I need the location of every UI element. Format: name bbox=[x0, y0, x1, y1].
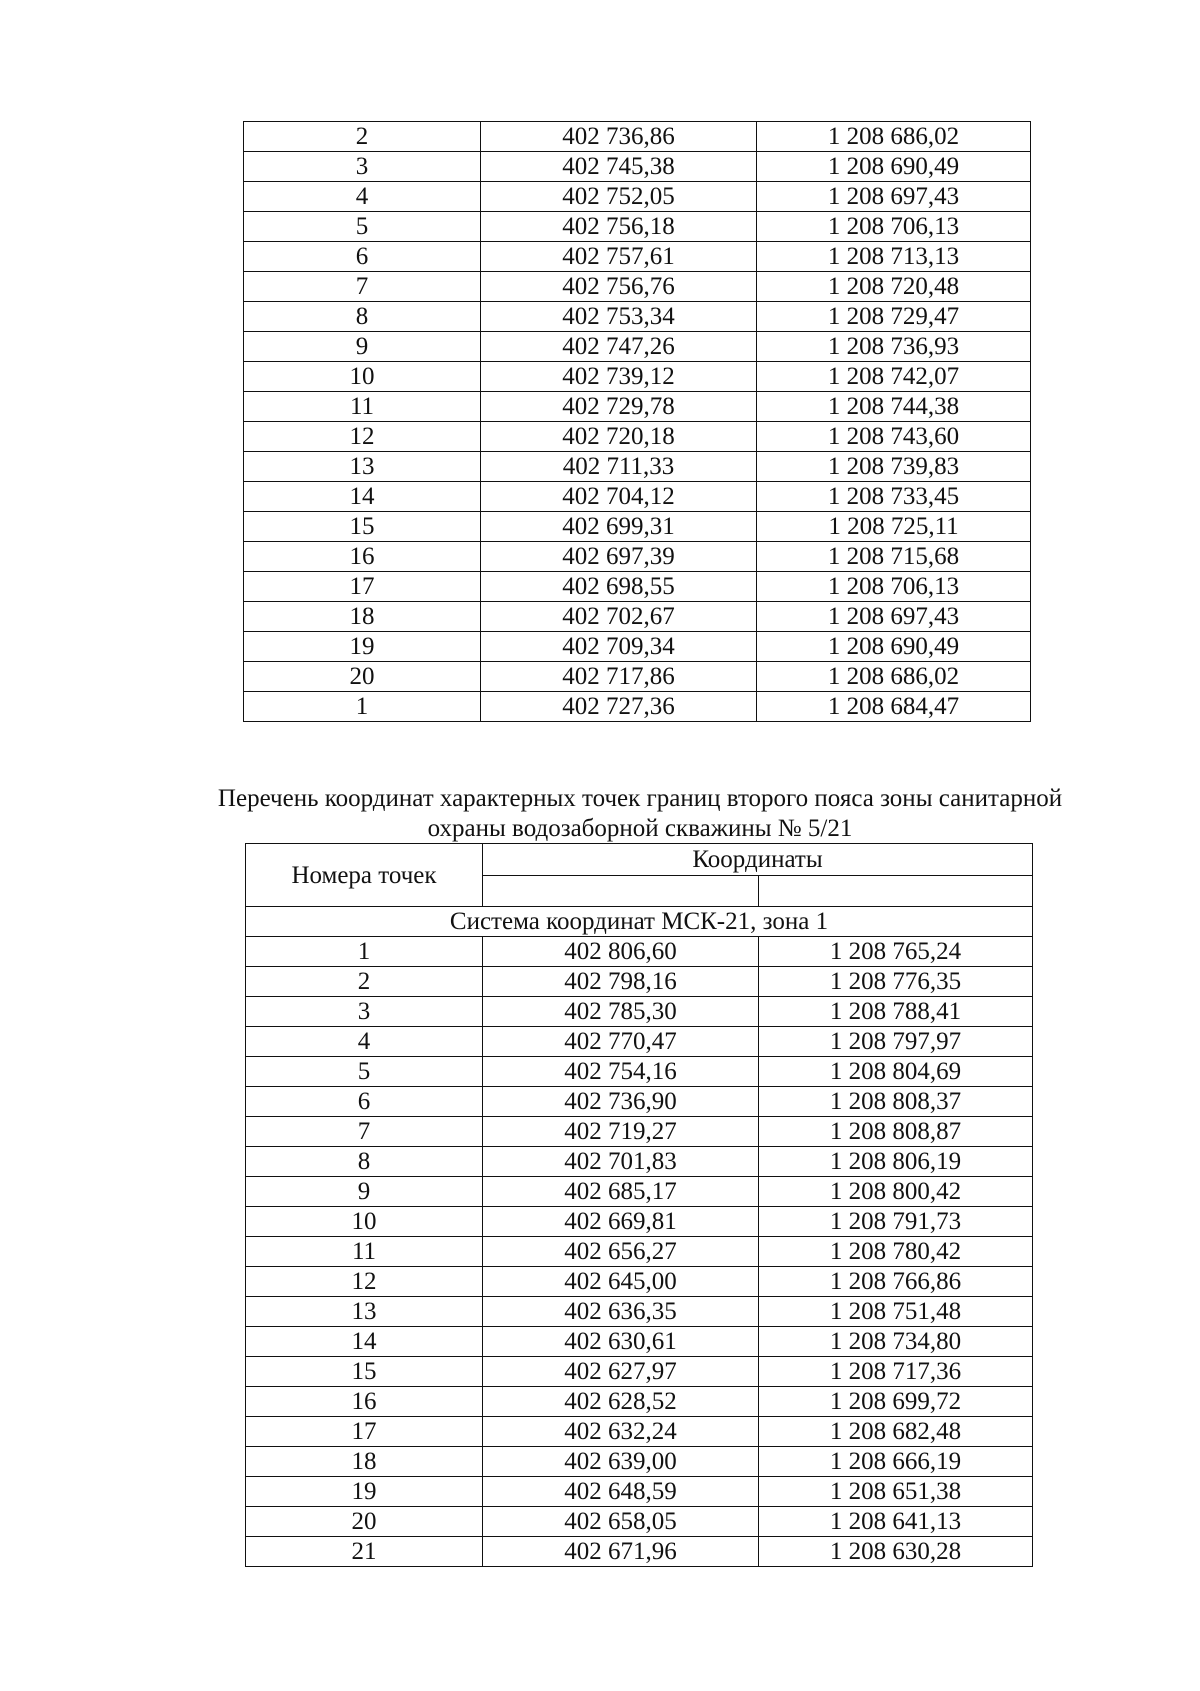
table-row bbox=[244, 302, 1031, 332]
y-coordinate-cell: 1 208 706,13 bbox=[757, 212, 1031, 242]
table-row bbox=[246, 1237, 1033, 1267]
table-row bbox=[246, 1507, 1033, 1537]
x-coordinate-cell: 402 752,05 bbox=[481, 182, 757, 212]
x-coordinate-cell: 402 754,16 bbox=[483, 1057, 759, 1087]
point-number-cell: 14 bbox=[246, 1327, 483, 1357]
y-coordinate-cell: 1 208 641,13 bbox=[759, 1507, 1033, 1537]
point-number-cell: 21 bbox=[246, 1537, 483, 1567]
table-body bbox=[244, 122, 1031, 722]
x-coordinate-cell: 402 719,27 bbox=[483, 1117, 759, 1147]
y-coordinate-cell: 1 208 744,38 bbox=[757, 392, 1031, 422]
y-coordinate-cell: 1 208 788,41 bbox=[759, 997, 1033, 1027]
point-number-cell: 19 bbox=[246, 1477, 483, 1507]
point-number-cell: 19 bbox=[244, 632, 481, 662]
x-coordinate-cell: 402 770,47 bbox=[483, 1027, 759, 1057]
x-coordinate-cell: 402 630,61 bbox=[483, 1327, 759, 1357]
y-coordinate-cell: 1 208 686,02 bbox=[757, 662, 1031, 692]
header-x bbox=[483, 875, 759, 907]
table-row bbox=[244, 182, 1031, 212]
table-caption bbox=[150, 784, 1130, 844]
y-coordinate-cell: 1 208 686,02 bbox=[757, 122, 1031, 152]
y-coordinate-cell: 1 208 682,48 bbox=[759, 1417, 1033, 1447]
x-coordinate-cell: 402 701,83 bbox=[483, 1147, 759, 1177]
y-coordinate-cell: 1 208 651,38 bbox=[759, 1477, 1033, 1507]
x-coordinate-cell: 402 785,30 bbox=[483, 997, 759, 1027]
y-coordinate-cell: 1 208 808,37 bbox=[759, 1087, 1033, 1117]
x-coordinate-cell: 402 753,34 bbox=[481, 302, 757, 332]
table-row bbox=[246, 1357, 1033, 1387]
x-coordinate-cell: 402 648,59 bbox=[483, 1477, 759, 1507]
x-coordinate-cell: 402 645,00 bbox=[483, 1267, 759, 1297]
y-coordinate-cell: 1 208 791,73 bbox=[759, 1207, 1033, 1237]
table-row bbox=[244, 242, 1031, 272]
point-number-cell: 1 bbox=[246, 937, 483, 967]
y-coordinate-cell: 1 208 684,47 bbox=[757, 692, 1031, 722]
point-number-cell: 16 bbox=[244, 542, 481, 572]
point-number-cell: 2 bbox=[246, 967, 483, 997]
point-number-cell: 17 bbox=[246, 1417, 483, 1447]
y-coordinate-cell: 1 208 742,07 bbox=[757, 362, 1031, 392]
y-coordinate-cell: 1 208 713,13 bbox=[757, 242, 1031, 272]
table-row bbox=[246, 1267, 1033, 1297]
table-row bbox=[246, 1147, 1033, 1177]
x-coordinate-cell: 402 628,52 bbox=[483, 1387, 759, 1417]
table-row bbox=[246, 1447, 1033, 1477]
x-coordinate-cell: 402 709,34 bbox=[481, 632, 757, 662]
table-row bbox=[244, 602, 1031, 632]
point-number-cell: 18 bbox=[244, 602, 481, 632]
caption-line-2: охраны водозаборной скважины № 5/21 bbox=[427, 815, 853, 842]
x-coordinate-cell: 402 697,39 bbox=[481, 542, 757, 572]
y-coordinate-cell: 1 208 690,49 bbox=[757, 152, 1031, 182]
table-row bbox=[244, 482, 1031, 512]
x-coordinate-cell: 402 717,86 bbox=[481, 662, 757, 692]
caption-line-1: Перечень координат характерных точек границ второго пояса зоны санитарной bbox=[217, 785, 1063, 812]
point-number-cell: 7 bbox=[246, 1117, 483, 1147]
y-coordinate-cell: 1 208 729,47 bbox=[757, 302, 1031, 332]
table-row bbox=[246, 1207, 1033, 1237]
x-coordinate-cell: 402 632,24 bbox=[483, 1417, 759, 1447]
y-coordinate-cell: 1 208 743,60 bbox=[757, 422, 1031, 452]
table-row bbox=[246, 967, 1033, 997]
x-coordinate-cell: 402 729,78 bbox=[481, 392, 757, 422]
table-row bbox=[244, 422, 1031, 452]
point-number-cell: 9 bbox=[244, 332, 481, 362]
system-row bbox=[246, 907, 1033, 937]
x-coordinate-cell: 402 639,00 bbox=[483, 1447, 759, 1477]
x-coordinate-cell: 402 669,81 bbox=[483, 1207, 759, 1237]
header-y bbox=[759, 875, 1033, 907]
y-coordinate-cell: 1 208 717,36 bbox=[759, 1357, 1033, 1387]
y-coordinate-cell: 1 208 720,48 bbox=[757, 272, 1031, 302]
x-coordinate-cell: 402 636,35 bbox=[483, 1297, 759, 1327]
point-number-cell: 3 bbox=[244, 152, 481, 182]
y-coordinate-cell: 1 208 630,28 bbox=[759, 1537, 1033, 1567]
x-coordinate-cell: 402 702,67 bbox=[481, 602, 757, 632]
table-row bbox=[244, 692, 1031, 722]
y-coordinate-cell: 1 208 715,68 bbox=[757, 542, 1031, 572]
x-coordinate-cell: 402 739,12 bbox=[481, 362, 757, 392]
point-number-cell: 15 bbox=[244, 512, 481, 542]
x-coordinate-cell: 402 798,16 bbox=[483, 967, 759, 997]
x-coordinate-cell: 402 671,96 bbox=[483, 1537, 759, 1567]
point-number-cell: 20 bbox=[246, 1507, 483, 1537]
x-coordinate-cell: 402 747,26 bbox=[481, 332, 757, 362]
coordinates-table-continued bbox=[243, 121, 1031, 722]
point-number-cell: 5 bbox=[246, 1057, 483, 1087]
y-coordinate-cell: 1 208 780,42 bbox=[759, 1237, 1033, 1267]
table-row bbox=[244, 122, 1031, 152]
y-coordinate-cell: 1 208 751,48 bbox=[759, 1297, 1033, 1327]
x-coordinate-cell: 402 736,90 bbox=[483, 1087, 759, 1117]
x-coordinate-cell: 402 756,18 bbox=[481, 212, 757, 242]
table-row bbox=[246, 1477, 1033, 1507]
table-row bbox=[244, 542, 1031, 572]
y-coordinate-cell: 1 208 690,49 bbox=[757, 632, 1031, 662]
point-number-cell: 11 bbox=[246, 1237, 483, 1267]
x-coordinate-cell: 402 698,55 bbox=[481, 572, 757, 602]
y-coordinate-cell: 1 208 800,42 bbox=[759, 1177, 1033, 1207]
point-number-cell: 11 bbox=[244, 392, 481, 422]
point-number-cell: 6 bbox=[246, 1087, 483, 1117]
x-coordinate-cell: 402 685,17 bbox=[483, 1177, 759, 1207]
table-row bbox=[246, 1087, 1033, 1117]
y-coordinate-cell: 1 208 734,80 bbox=[759, 1327, 1033, 1357]
table-row bbox=[244, 362, 1031, 392]
table-row bbox=[246, 1057, 1033, 1087]
point-number-cell: 12 bbox=[246, 1267, 483, 1297]
point-number-cell: 4 bbox=[244, 182, 481, 212]
y-coordinate-cell: 1 208 776,35 bbox=[759, 967, 1033, 997]
table-row bbox=[246, 1417, 1033, 1447]
y-coordinate-cell: 1 208 808,87 bbox=[759, 1117, 1033, 1147]
point-number-cell: 3 bbox=[246, 997, 483, 1027]
table-row bbox=[246, 937, 1033, 967]
y-coordinate-cell: 1 208 804,69 bbox=[759, 1057, 1033, 1087]
x-coordinate-cell: 402 711,33 bbox=[481, 452, 757, 482]
x-coordinate-cell: 402 806,60 bbox=[483, 937, 759, 967]
y-coordinate-cell: 1 208 766,86 bbox=[759, 1267, 1033, 1297]
point-number-cell: 17 bbox=[244, 572, 481, 602]
table-row bbox=[244, 392, 1031, 422]
point-number-cell: 6 bbox=[244, 242, 481, 272]
table-row bbox=[244, 332, 1031, 362]
y-coordinate-cell: 1 208 725,11 bbox=[757, 512, 1031, 542]
table-row bbox=[246, 1537, 1033, 1567]
header-coordinates: Координаты bbox=[483, 844, 1033, 876]
coordinate-system-label: Система координат МСК-21, зона 1 bbox=[246, 907, 1033, 937]
y-coordinate-cell: 1 208 736,93 bbox=[757, 332, 1031, 362]
y-coordinate-cell: 1 208 739,83 bbox=[757, 452, 1031, 482]
point-number-cell: 4 bbox=[246, 1027, 483, 1057]
y-coordinate-cell: 1 208 706,13 bbox=[757, 572, 1031, 602]
table-row bbox=[244, 212, 1031, 242]
y-coordinate-cell: 1 208 765,24 bbox=[759, 937, 1033, 967]
x-coordinate-cell: 402 704,12 bbox=[481, 482, 757, 512]
point-number-cell: 12 bbox=[244, 422, 481, 452]
table-row bbox=[246, 1387, 1033, 1417]
point-number-cell: 8 bbox=[244, 302, 481, 332]
header-row bbox=[246, 844, 1033, 876]
table-row bbox=[244, 662, 1031, 692]
point-number-cell: 9 bbox=[246, 1177, 483, 1207]
table-row bbox=[244, 272, 1031, 302]
x-coordinate-cell: 402 658,05 bbox=[483, 1507, 759, 1537]
table-row bbox=[246, 997, 1033, 1027]
table-row bbox=[244, 572, 1031, 602]
header-point-numbers: Номера точек bbox=[246, 844, 483, 907]
y-coordinate-cell: 1 208 733,45 bbox=[757, 482, 1031, 512]
table-row bbox=[244, 512, 1031, 542]
point-number-cell: 20 bbox=[244, 662, 481, 692]
point-number-cell: 10 bbox=[246, 1207, 483, 1237]
x-coordinate-cell: 402 736,86 bbox=[481, 122, 757, 152]
table-row bbox=[246, 1117, 1033, 1147]
x-coordinate-cell: 402 727,36 bbox=[481, 692, 757, 722]
x-coordinate-cell: 402 757,61 bbox=[481, 242, 757, 272]
x-coordinate-cell: 402 627,97 bbox=[483, 1357, 759, 1387]
y-coordinate-cell: 1 208 806,19 bbox=[759, 1147, 1033, 1177]
point-number-cell: 10 bbox=[244, 362, 481, 392]
table-row bbox=[246, 1177, 1033, 1207]
table-row bbox=[244, 452, 1031, 482]
coordinates-table-second-zone bbox=[245, 843, 1033, 1567]
point-number-cell: 16 bbox=[246, 1387, 483, 1417]
y-coordinate-cell: 1 208 666,19 bbox=[759, 1447, 1033, 1477]
y-coordinate-cell: 1 208 699,72 bbox=[759, 1387, 1033, 1417]
table-row bbox=[246, 1327, 1033, 1357]
point-number-cell: 13 bbox=[244, 452, 481, 482]
point-number-cell: 7 bbox=[244, 272, 481, 302]
point-number-cell: 2 bbox=[244, 122, 481, 152]
point-number-cell: 13 bbox=[246, 1297, 483, 1327]
point-number-cell: 5 bbox=[244, 212, 481, 242]
x-coordinate-cell: 402 720,18 bbox=[481, 422, 757, 452]
x-coordinate-cell: 402 756,76 bbox=[481, 272, 757, 302]
table-body bbox=[246, 937, 1033, 1567]
table-row bbox=[246, 1027, 1033, 1057]
table-row bbox=[244, 632, 1031, 662]
table-row bbox=[244, 152, 1031, 182]
point-number-cell: 15 bbox=[246, 1357, 483, 1387]
table-row bbox=[246, 1297, 1033, 1327]
x-coordinate-cell: 402 699,31 bbox=[481, 512, 757, 542]
point-number-cell: 18 bbox=[246, 1447, 483, 1477]
x-coordinate-cell: 402 745,38 bbox=[481, 152, 757, 182]
point-number-cell: 14 bbox=[244, 482, 481, 512]
point-number-cell: 1 bbox=[244, 692, 481, 722]
y-coordinate-cell: 1 208 797,97 bbox=[759, 1027, 1033, 1057]
x-coordinate-cell: 402 656,27 bbox=[483, 1237, 759, 1267]
y-coordinate-cell: 1 208 697,43 bbox=[757, 182, 1031, 212]
point-number-cell: 8 bbox=[246, 1147, 483, 1177]
y-coordinate-cell: 1 208 697,43 bbox=[757, 602, 1031, 632]
